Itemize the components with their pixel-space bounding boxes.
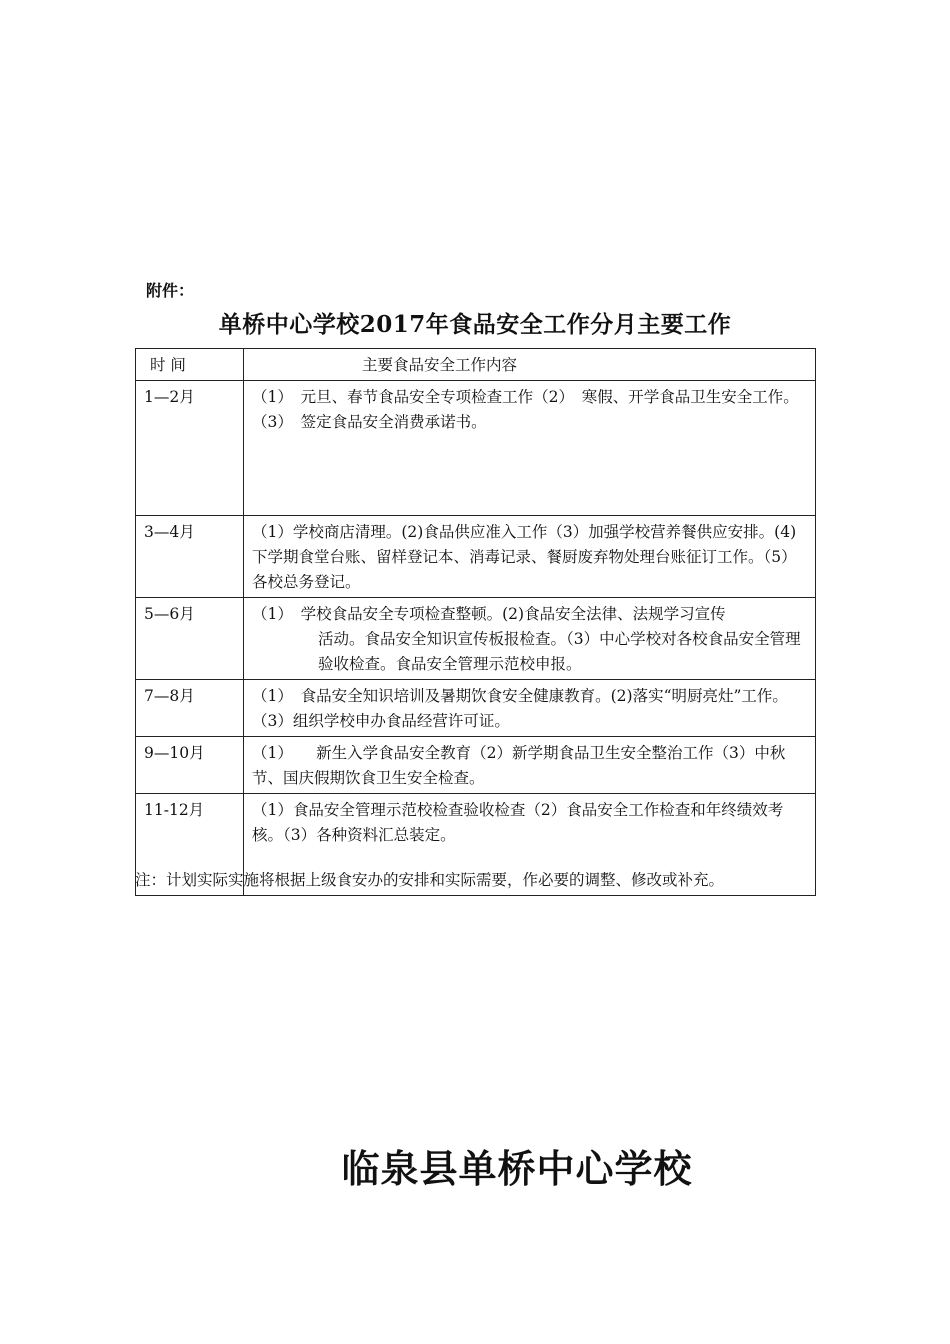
row-content — [244, 598, 816, 680]
row-time: 5—6月 — [136, 598, 244, 680]
row-content-line2: 活动。食品安全知识宣传板报检查。（3）中心学校对各校食品安全管理验收检查。食品安全管理示范校申报。 — [318, 630, 801, 673]
table-row — [136, 516, 816, 598]
row-time: 1—2月 — [136, 381, 244, 516]
row-content-line1: （1） 学校食品安全专项检查整顿。(2)食品安全法律、法规学习宣传 — [252, 605, 726, 623]
row-time: 3—4月 — [136, 516, 244, 598]
row-time: 11-12月 — [136, 794, 244, 896]
row-content: （1）食品安全管理示范校检查验收检查（2）食品安全工作检查和年终绩效考核。（3）各种资料汇总装定。 — [244, 794, 816, 896]
table-row — [136, 381, 816, 516]
table-row — [136, 680, 816, 737]
row-content: （1） 食品安全知识培训及暑期饮食安全健康教育。(2)落实“明厨亮灶”工作。 （3）组织学校申办食品经营许可证。 — [244, 680, 816, 737]
school-name-footer: 临泉县单桥中心学校 — [341, 1147, 693, 1191]
attachment-label: 附件： — [146, 281, 195, 300]
row-time: 7—8月 — [136, 680, 244, 737]
footnote: 注：计划实际实施将根据上级食安办的安排和实际需要，作必要的调整、修改或补充。 — [135, 871, 725, 889]
row-content: （1）学校商店清理。(2)食品供应准入工作（3）加强学校营养餐供应安排。(4)下学期食堂台账、留样登记本、消毒记录、餐厨废弃物处理台账征订工作。（5）各校总务登记。 — [244, 516, 816, 598]
row-content: （1） 新生入学食品安全教育（2）新学期食品卫生安全整治工作（3）中秋节、国庆假期饮食卫生安全检查。 — [244, 737, 816, 794]
row-time: 9—10月 — [136, 737, 244, 794]
row-content: （1） 元旦、春节食品安全专项检查工作（2） 寒假、开学食品卫生安全工作。（3） 签定食品安全消费承诺书。 — [244, 381, 816, 516]
table-row — [136, 598, 816, 680]
document-title: 单桥中心学校2017年食品安全工作分月主要工作 — [218, 311, 732, 338]
header-content: 主要食品安全工作内容 — [244, 349, 816, 381]
header-time: 时 间 — [136, 349, 244, 381]
table-header-row — [136, 349, 816, 381]
monthly-plan-table — [135, 348, 816, 896]
table-row — [136, 737, 816, 794]
